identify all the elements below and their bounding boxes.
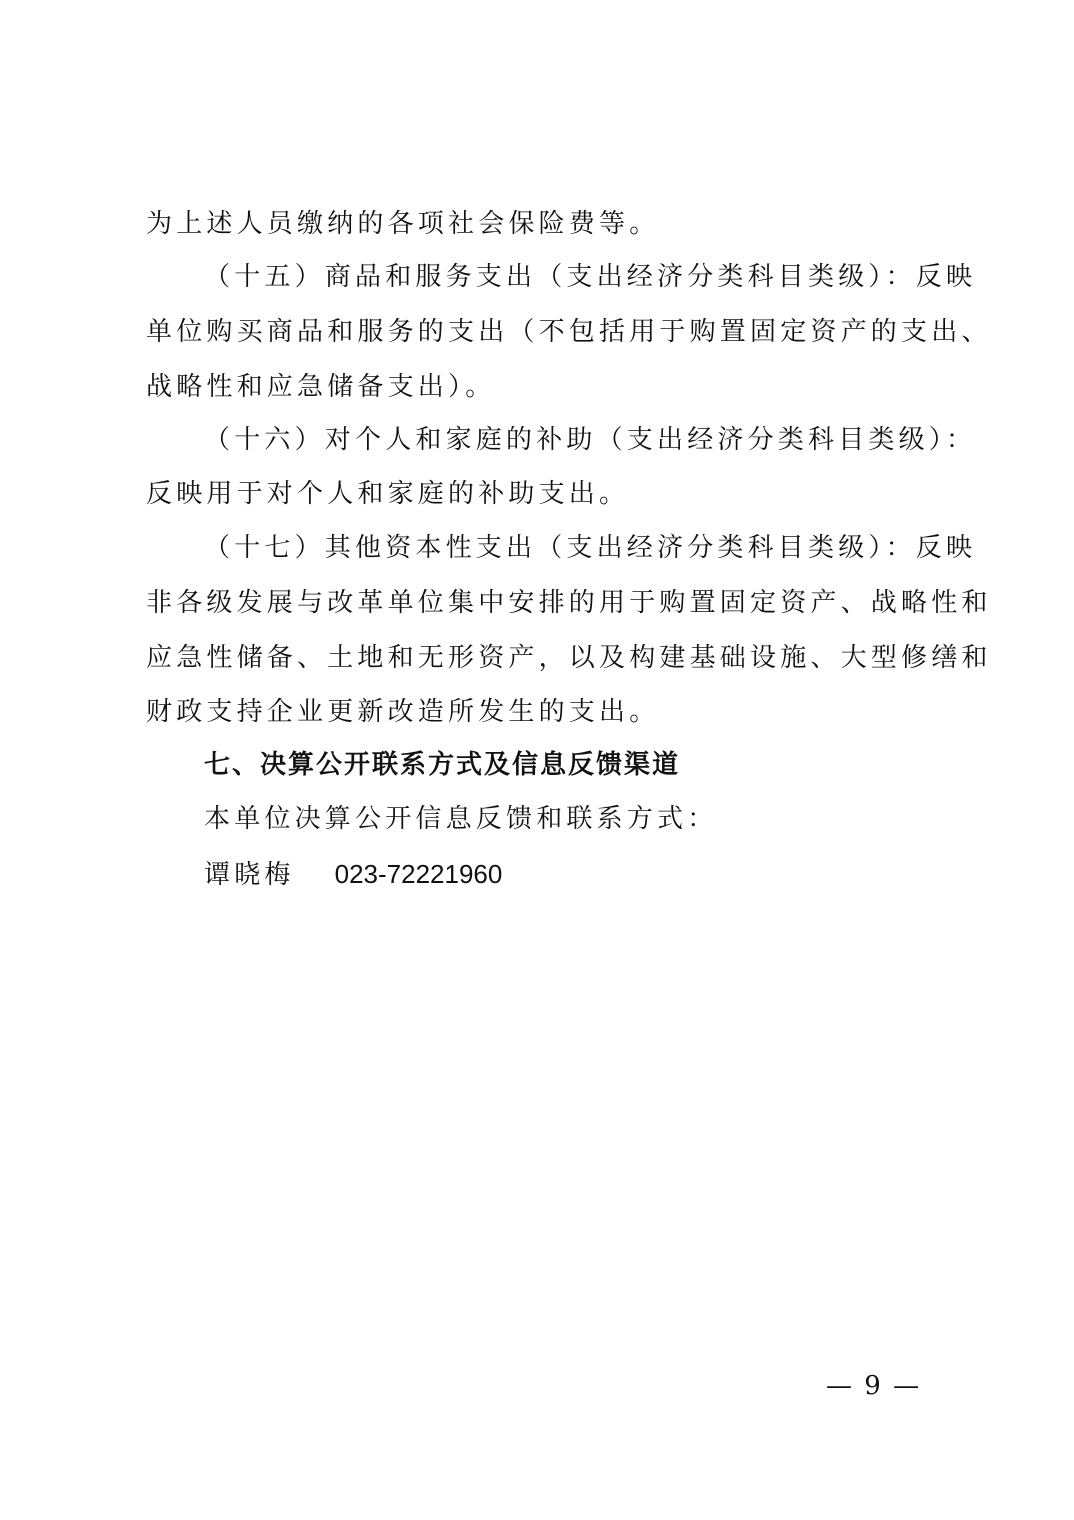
section-heading: 七、决算公开联系方式及信息反馈渠道 — [204, 750, 681, 780]
paragraph-line: 战略性和应急储备支出）。 — [146, 372, 496, 402]
paragraph-line: 反映用于对个人和家庭的补助支出。 — [146, 479, 630, 509]
paragraph-line: 单位购买商品和服务的支出（不包括用于购置固定资产的支出、 — [146, 317, 992, 347]
paragraph-line: 财政支持企业更新改造所发生的支出。 — [146, 697, 660, 727]
contact-intro: 本单位决算公开信息反馈和联系方式： — [204, 804, 718, 834]
paragraph-line: （十六）对个人和家庭的补助（支出经济分类科目类级）： — [204, 425, 977, 455]
paragraph-line: （十七）其他资本性支出（支出经济分类科目类级）：反映 — [204, 533, 977, 563]
contact-line — [204, 858, 502, 891]
contact-phone: 023-72221960 — [334, 859, 503, 889]
paragraph-line: 为上述人员缴纳的各项社会保险费等。 — [146, 209, 660, 239]
contact-name: 谭晓梅 — [204, 860, 295, 890]
paragraph-line: 应急性储备、土地和无形资产，以及构建基础设施、大型修缮和 — [146, 643, 992, 673]
paragraph-line: （十五）商品和服务支出（支出经济分类科目类级）：反映 — [204, 262, 977, 292]
paragraph-line: 非各级发展与改革单位集中安排的用于购置固定资产、战略性和 — [146, 588, 992, 618]
page-number: — 9 — — [826, 1371, 922, 1401]
